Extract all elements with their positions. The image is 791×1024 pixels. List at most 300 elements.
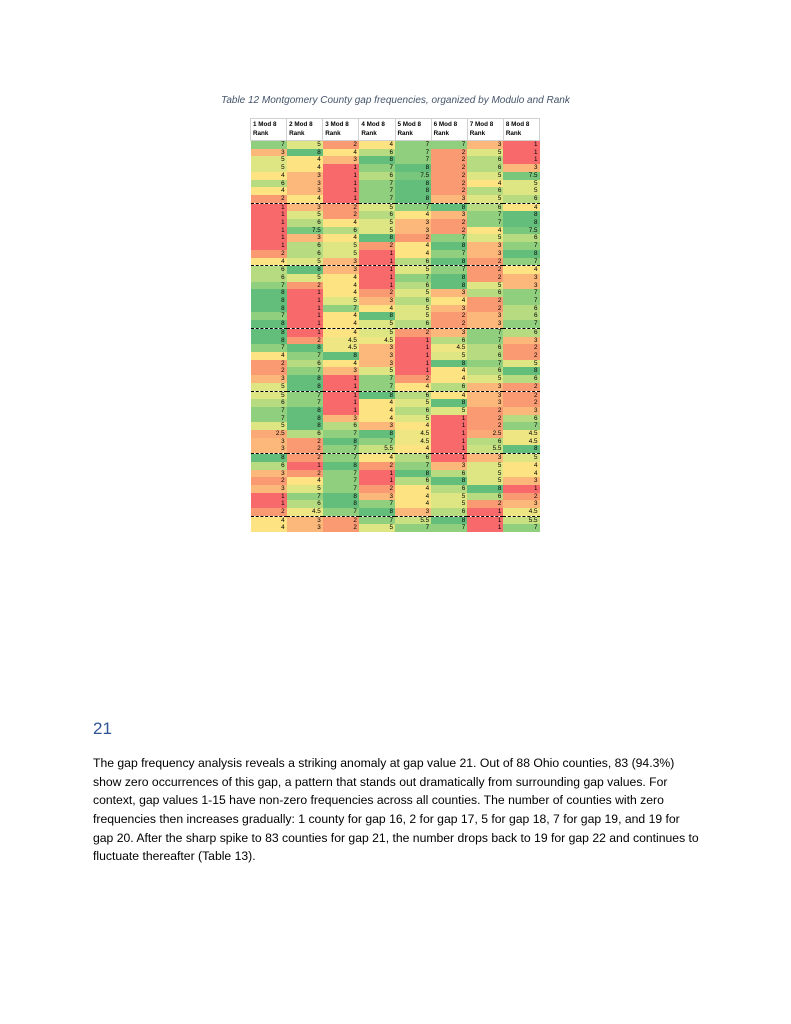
table-cell: 3: [359, 297, 395, 305]
table-cell: 1: [431, 430, 467, 438]
table-cell: 3: [467, 312, 503, 320]
table-cell: 8: [395, 180, 431, 188]
table-cell: 6: [431, 485, 467, 493]
table-cell: 2: [287, 438, 323, 446]
table-cell: 6: [467, 344, 503, 352]
table-cell: 7: [251, 344, 287, 352]
table-cell: 6: [287, 360, 323, 368]
table-row: [251, 524, 540, 532]
table-cell: 6: [359, 211, 395, 219]
table-cell: 4: [431, 367, 467, 375]
table-cell: 7: [359, 187, 395, 195]
table-cell: 1: [251, 234, 287, 242]
table-cell: 4: [359, 415, 395, 423]
table-cell: 8: [251, 305, 287, 313]
table-cell: 5: [467, 234, 503, 242]
table-cell: 1: [431, 438, 467, 446]
table-row: [251, 149, 540, 157]
table-cell: 2: [503, 383, 539, 391]
table-cell: 7: [323, 430, 359, 438]
table-cell: 7: [323, 508, 359, 516]
table-cell: 2: [467, 500, 503, 508]
table-cell: 8: [503, 445, 539, 453]
table-cell: 3: [359, 344, 395, 352]
table-cell: 6: [467, 203, 503, 211]
table-cell: 2: [503, 391, 539, 399]
table-row: [251, 454, 540, 462]
table-cell: 2: [287, 337, 323, 345]
table-row: [251, 219, 540, 227]
table-cell: 3: [251, 470, 287, 478]
table-cell: 3: [287, 524, 323, 532]
table-cell: 2: [467, 274, 503, 282]
table-cell: 1: [251, 227, 287, 235]
table-cell: 1: [323, 195, 359, 203]
table-cell: 8: [251, 297, 287, 305]
table-cell: 3: [287, 187, 323, 195]
table-cell: 6: [251, 266, 287, 274]
table-cell: 7: [251, 415, 287, 423]
table-cell: 2: [467, 297, 503, 305]
table-cell: 3: [467, 399, 503, 407]
table-cell: 4: [323, 274, 359, 282]
table-cell: 5: [395, 266, 431, 274]
table-cell: 6: [359, 172, 395, 180]
table-row: [251, 141, 540, 149]
table-cell: 6: [467, 352, 503, 360]
table-cell: 6: [503, 234, 539, 242]
table-cell: 5: [395, 399, 431, 407]
table-cell: 5: [323, 250, 359, 258]
table-cell: 1: [359, 282, 395, 290]
table-cell: 8: [287, 383, 323, 391]
table-cell: 1: [395, 360, 431, 368]
header-row: [251, 119, 540, 141]
table-cell: 5: [251, 156, 287, 164]
table-row: [251, 391, 540, 399]
table-cell: 2.5: [251, 430, 287, 438]
table-cell: 6: [395, 297, 431, 305]
table-cell: 7: [359, 438, 395, 446]
table-cell: 8: [287, 266, 323, 274]
table-cell: 3: [431, 328, 467, 336]
table-cell: 5: [431, 500, 467, 508]
table-cell: 1: [359, 274, 395, 282]
table-cell: 3: [287, 172, 323, 180]
table-cell: 5: [323, 297, 359, 305]
table-cell: 7: [395, 156, 431, 164]
table-cell: 7: [467, 211, 503, 219]
table-cell: 7: [359, 516, 395, 524]
table-cell: 8: [251, 320, 287, 328]
table-cell: 2: [431, 156, 467, 164]
table-cell: 1: [359, 477, 395, 485]
table-cell: 1: [251, 242, 287, 250]
table-row: [251, 415, 540, 423]
table-cell: 8: [431, 516, 467, 524]
table-cell: 1: [467, 508, 503, 516]
table-cell: 5: [359, 227, 395, 235]
table-cell: 3: [431, 289, 467, 297]
table-row: [251, 360, 540, 368]
table-cell: 2: [431, 172, 467, 180]
column-header-3-mod-8: 3 Mod 8 Rank: [323, 119, 359, 141]
table-row: [251, 258, 540, 266]
table-cell: 7: [503, 242, 539, 250]
table-cell: 7: [359, 195, 395, 203]
table-cell: 7: [323, 305, 359, 313]
table-cell: 4: [395, 250, 431, 258]
table-cell: 2: [503, 493, 539, 501]
table-cell: 4: [251, 258, 287, 266]
table-cell: 7.5: [503, 227, 539, 235]
table-row: [251, 445, 540, 453]
table-cell: 4: [251, 187, 287, 195]
column-header-5-mod-8: 5 Mod 8 Rank: [395, 119, 431, 141]
table-cell: 4: [251, 524, 287, 532]
table-cell: 3: [251, 149, 287, 157]
table-cell: 7: [323, 477, 359, 485]
table-cell: 7: [323, 485, 359, 493]
table-cell: 2: [251, 477, 287, 485]
table-cell: 5: [503, 180, 539, 188]
table-cell: 4: [431, 391, 467, 399]
table-cell: 5: [359, 524, 395, 532]
table-cell: 4: [359, 141, 395, 149]
table-cell: 2: [251, 195, 287, 203]
table-cell: 3: [503, 337, 539, 345]
table-cell: 2: [431, 219, 467, 227]
table-cell: 5: [251, 422, 287, 430]
table-cell: 5: [395, 415, 431, 423]
table-cell: 5: [287, 141, 323, 149]
table-cell: 7: [431, 141, 467, 149]
table-cell: 7: [503, 297, 539, 305]
table-row: [251, 367, 540, 375]
table-cell: 4.5: [359, 337, 395, 345]
table-cell: 3: [323, 156, 359, 164]
table-cell: 4.5: [395, 430, 431, 438]
table-cell: 7: [395, 274, 431, 282]
table-cell: 7: [467, 219, 503, 227]
table-row: [251, 516, 540, 524]
table-cell: 8: [251, 289, 287, 297]
table-cell: 6: [467, 187, 503, 195]
table-cell: 4: [395, 500, 431, 508]
table-row: [251, 227, 540, 235]
table-cell: 5: [467, 282, 503, 290]
table-cell: 2: [431, 149, 467, 157]
table-cell: 2: [323, 141, 359, 149]
table-row: [251, 422, 540, 430]
table-cell: 2: [251, 367, 287, 375]
table-row: [251, 508, 540, 516]
table-cell: 6: [467, 493, 503, 501]
table-cell: 2: [359, 242, 395, 250]
table-cell: 8: [359, 508, 395, 516]
table-cell: 5: [359, 203, 395, 211]
table-cell: 4: [323, 234, 359, 242]
gap-frequency-table: [250, 118, 540, 532]
table-cell: 6: [503, 328, 539, 336]
table-cell: 3: [467, 391, 503, 399]
table-cell: 6: [431, 383, 467, 391]
table-caption: Table 12 Montgomery County gap frequencies, organized by Modulo and Rank: [221, 95, 570, 106]
table-cell: 6: [395, 258, 431, 266]
table-cell: 2: [251, 508, 287, 516]
table-cell: 4: [503, 462, 539, 470]
table-cell: 7.5: [395, 172, 431, 180]
table-cell: 8: [431, 360, 467, 368]
table-row: [251, 328, 540, 336]
table-cell: 6: [395, 454, 431, 462]
table-row: [251, 500, 540, 508]
table-cell: 4.5: [431, 344, 467, 352]
table-cell: 8: [251, 454, 287, 462]
table-cell: 5.5: [359, 445, 395, 453]
table-cell: 4: [323, 219, 359, 227]
table-cell: 1: [323, 399, 359, 407]
table-cell: 1: [251, 500, 287, 508]
table-cell: 6: [323, 227, 359, 235]
table-cell: 6: [251, 274, 287, 282]
table-cell: 3: [287, 203, 323, 211]
table-cell: 2: [467, 305, 503, 313]
table-cell: 7: [431, 250, 467, 258]
table-cell: 1: [287, 328, 323, 336]
table-cell: 4: [323, 289, 359, 297]
table-cell: 4: [431, 375, 467, 383]
table-row: [251, 274, 540, 282]
table-cell: 5: [503, 360, 539, 368]
table-cell: 5: [503, 454, 539, 462]
table-cell: 1: [503, 156, 539, 164]
table-cell: 7: [287, 493, 323, 501]
table-cell: 3: [467, 454, 503, 462]
table-cell: 5: [359, 367, 395, 375]
table-row: [251, 493, 540, 501]
table-cell: 5: [287, 274, 323, 282]
table-cell: 6: [287, 430, 323, 438]
table-cell: 8: [251, 328, 287, 336]
table-cell: 3: [395, 508, 431, 516]
table-cell: 7: [359, 180, 395, 188]
column-header-8-mod-8: 8 Mod 8 Rank: [503, 119, 539, 141]
table-cell: 4.5: [503, 430, 539, 438]
table-cell: 5: [287, 211, 323, 219]
table-cell: 1: [251, 219, 287, 227]
table-cell: 3: [467, 320, 503, 328]
table-cell: 5: [359, 328, 395, 336]
table-cell: 4: [359, 407, 395, 415]
table-cell: 1: [323, 391, 359, 399]
table-cell: 5: [467, 172, 503, 180]
table-cell: 2: [503, 352, 539, 360]
table-cell: 3: [323, 266, 359, 274]
table-cell: 2: [431, 227, 467, 235]
table-cell: 6: [467, 367, 503, 375]
table-body: [251, 141, 540, 533]
table-cell: 5: [467, 470, 503, 478]
table-cell: 6: [431, 337, 467, 345]
table-cell: 6: [503, 415, 539, 423]
table-cell: 4: [503, 470, 539, 478]
table-cell: 5: [467, 462, 503, 470]
table-cell: 7: [359, 500, 395, 508]
table-cell: 7: [251, 141, 287, 149]
table-cell: 4: [323, 320, 359, 328]
table-cell: 2: [359, 462, 395, 470]
table-cell: 4: [287, 477, 323, 485]
table-cell: 8: [395, 470, 431, 478]
table-cell: 4.5: [503, 438, 539, 446]
table-cell: 2: [287, 454, 323, 462]
table-cell: 5: [287, 485, 323, 493]
table-cell: 1: [467, 516, 503, 524]
table-row: [251, 187, 540, 195]
table-cell: 1: [251, 493, 287, 501]
table-cell: 7: [431, 266, 467, 274]
table-cell: 4: [359, 399, 395, 407]
table-cell: 3: [251, 445, 287, 453]
table-row: [251, 282, 540, 290]
table-cell: 5: [467, 149, 503, 157]
table-cell: 5: [395, 305, 431, 313]
table-cell: 8: [503, 211, 539, 219]
table-cell: 8: [323, 500, 359, 508]
table-cell: 2: [467, 422, 503, 430]
table-cell: 8: [503, 219, 539, 227]
table-row: [251, 289, 540, 297]
table-row: [251, 485, 540, 493]
table-cell: 5: [359, 219, 395, 227]
table-cell: 3: [503, 274, 539, 282]
table-row: [251, 399, 540, 407]
table-row: [251, 164, 540, 172]
table-cell: 7: [323, 454, 359, 462]
table-cell: 7: [251, 312, 287, 320]
table-cell: 1: [359, 470, 395, 478]
table-cell: 5: [431, 407, 467, 415]
gap-frequency-table-container: [250, 118, 540, 532]
table-cell: 1: [287, 462, 323, 470]
table-row: [251, 462, 540, 470]
table-cell: 5: [359, 320, 395, 328]
table-cell: 5: [431, 493, 467, 501]
table-cell: 2: [287, 470, 323, 478]
column-header-6-mod-8: 6 Mod 8 Rank: [431, 119, 467, 141]
table-cell: 4: [503, 203, 539, 211]
table-cell: 4.5: [287, 508, 323, 516]
table-cell: 7: [431, 524, 467, 532]
table-cell: 4: [323, 312, 359, 320]
table-cell: 8: [431, 399, 467, 407]
table-cell: 3: [431, 195, 467, 203]
table-cell: 4.5: [323, 337, 359, 345]
table-row: [251, 180, 540, 188]
table-cell: 1: [323, 375, 359, 383]
table-cell: 3: [503, 407, 539, 415]
table-cell: 4: [251, 352, 287, 360]
table-cell: 5: [287, 258, 323, 266]
table-cell: 4: [287, 195, 323, 203]
table-cell: 6: [503, 312, 539, 320]
table-cell: 8: [287, 422, 323, 430]
table-cell: 6: [431, 508, 467, 516]
table-cell: 5: [431, 352, 467, 360]
column-header-2-mod-8: 2 Mod 8 Rank: [287, 119, 323, 141]
table-cell: 3: [503, 282, 539, 290]
table-cell: 2: [251, 360, 287, 368]
table-cell: 4: [431, 297, 467, 305]
section-number: 21: [93, 719, 112, 738]
table-cell: 7: [395, 203, 431, 211]
table-row: [251, 320, 540, 328]
table-cell: 2: [431, 187, 467, 195]
table-cell: 4: [323, 360, 359, 368]
table-cell: 1: [287, 297, 323, 305]
table-cell: 5.5: [503, 516, 539, 524]
table-cell: 7: [503, 289, 539, 297]
table-cell: 7: [251, 282, 287, 290]
table-cell: 4: [503, 266, 539, 274]
table-cell: 3: [323, 258, 359, 266]
table-cell: 2: [323, 203, 359, 211]
table-cell: 8: [359, 391, 395, 399]
table-cell: 8: [287, 344, 323, 352]
table-cell: 7: [359, 383, 395, 391]
table-cell: 6: [287, 250, 323, 258]
table-row: [251, 242, 540, 250]
table-cell: 8: [251, 337, 287, 345]
table-cell: 4: [395, 211, 431, 219]
table-cell: 2: [395, 375, 431, 383]
table-cell: 5: [323, 242, 359, 250]
table-cell: 1: [359, 266, 395, 274]
table-cell: 8: [323, 438, 359, 446]
table-cell: 5: [395, 289, 431, 297]
table-cell: 8: [467, 485, 503, 493]
table-cell: 4: [323, 328, 359, 336]
table-cell: 3: [431, 305, 467, 313]
table-cell: 3: [431, 211, 467, 219]
table-cell: 3: [251, 485, 287, 493]
table-cell: 1: [287, 320, 323, 328]
table-cell: 1: [323, 180, 359, 188]
table-cell: 1: [323, 164, 359, 172]
table-cell: 3: [395, 219, 431, 227]
table-cell: 2: [431, 180, 467, 188]
table-cell: 4: [287, 156, 323, 164]
table-cell: 8: [503, 250, 539, 258]
table-cell: 6: [395, 407, 431, 415]
table-cell: 4: [395, 485, 431, 493]
table-row: [251, 337, 540, 345]
table-cell: 6: [359, 149, 395, 157]
table-cell: 4: [395, 422, 431, 430]
table-cell: 1: [359, 258, 395, 266]
table-cell: 1: [431, 454, 467, 462]
table-cell: 4: [467, 227, 503, 235]
table-cell: 2: [431, 320, 467, 328]
table-cell: 1: [395, 352, 431, 360]
table-cell: 7: [323, 470, 359, 478]
table-row: [251, 234, 540, 242]
table-cell: 4: [251, 516, 287, 524]
table-cell: 7: [467, 328, 503, 336]
table-row: [251, 407, 540, 415]
table-cell: 1: [503, 485, 539, 493]
